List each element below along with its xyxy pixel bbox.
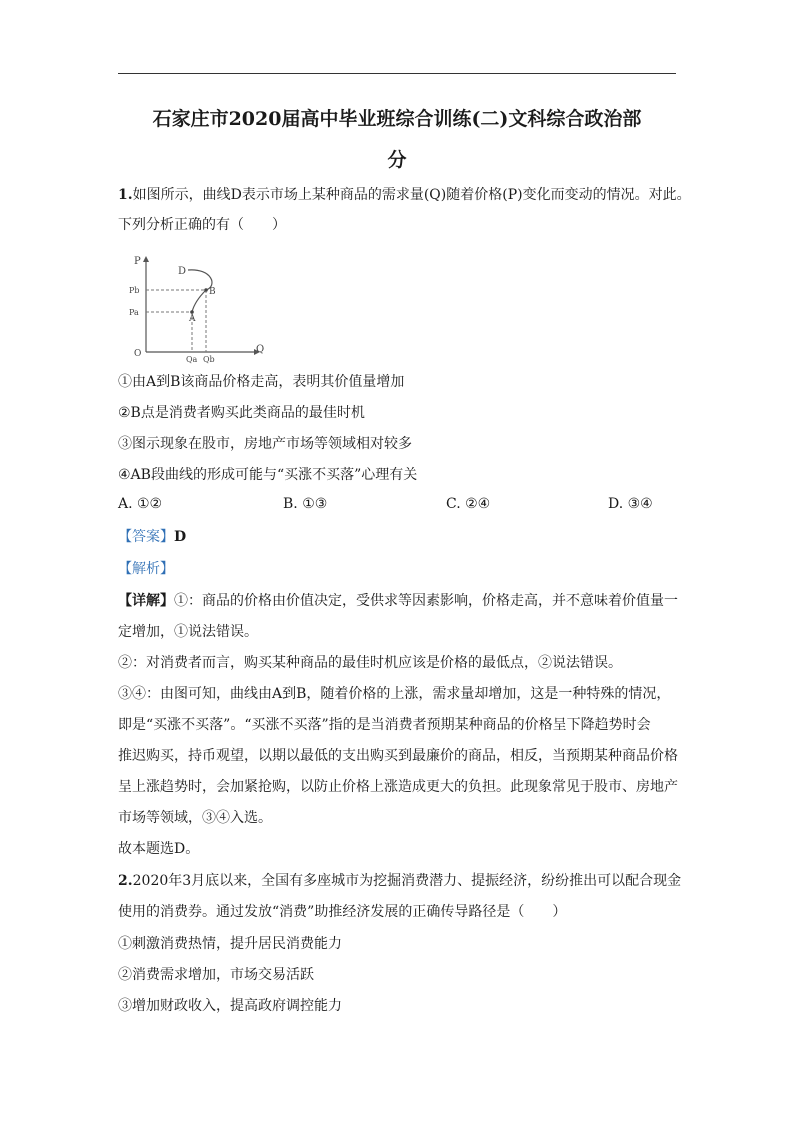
q1-option-d: D. ③④ [608,496,653,512]
detail-tag: 【详解】 [118,593,174,609]
p-axis-arrow-icon [143,256,149,262]
q2-item-1: ①刺激消费热情，提升居民消费能力 [118,936,342,952]
analysis-tag: 【解析】 [118,561,174,577]
q2-item-3: ③增加财政收入，提高政府调控能力 [118,998,342,1014]
document-title-line1: 石家庄市2020届高中毕业班综合训练(二)文科综合政治部 [152,108,642,130]
q1-option-b: B. ①③ [283,496,328,512]
p-axis-label: P [134,256,141,267]
q1-item-3: ③图示现象在股市，房地产市场等领域相对较多 [118,436,412,452]
q1-option-c: C. ②④ [446,496,491,512]
document-title-line2: 分 [387,149,407,171]
q1-item-4: ④AB段曲线的形成可能与“买涨不买落”心理有关 [118,467,418,483]
qb-label: Qb [203,355,215,364]
q1-detail-line8: 市场等领域，③④入选。 [118,810,272,826]
q1-detail-line9: 故本题选D。 [118,841,200,857]
point-b-label: B [209,287,216,297]
point-a-label: A [189,314,196,324]
q1-option-a: A. ①② [118,496,163,512]
q1-item-2: ②B点是消费者购买此类商品的最佳时机 [118,405,365,421]
q2-item-2: ②消费需求增加，市场交易活跃 [118,967,314,983]
q1-detail-line2: 定增加，①说法错误。 [118,624,258,640]
answer-tag: 【答案】 [118,529,174,545]
answer-value: D [174,529,187,545]
header-rule [118,73,676,74]
q1-detail-line5: 即是“买涨不买落”。“买涨不买落”指的是当消费者预期某种商品的价格呈下降趋势时会 [118,717,651,733]
q-axis-label: Q [256,344,265,355]
demand-curve-figure [126,252,266,364]
q1-detail-line7: 呈上涨趋势时，会加紧抢购，以防止价格上涨造成更大的负担。此现象常见于股市、房地产 [118,779,678,795]
q1-answer [118,527,186,547]
q1-detail-line1: 【详解】①：商品的价格由价值决定，受供求等因素影响，价格走高，并不意味着价值量一 [118,593,678,609]
pa-label: Pa [129,308,139,317]
origin-label: O [134,349,142,359]
pb-label: Pb [129,286,140,295]
qa-label: Qa [186,355,198,364]
q1-detail-line3: ②：对消费者而言，购买某种商品的最佳时机应该是价格的最低点，②说法错误。 [118,655,622,671]
q2-stem-line1: 2.2020年3月底以来，全国有多座城市为挖掘消费潜力、提振经济，纷纷推出可以配合现金 [118,873,682,889]
q2-stem-line2: 使用的消费券。通过发放“消费”助推经济发展的正确传导路径是（ ） [118,904,567,920]
q1-stem-line2: 下列分析正确的有（ ） [118,217,286,233]
q1-detail-line4: ③④：由图可知，曲线由A到B，随着价格的上涨，需求量却增加，这是一种特殊的情况， [118,686,671,702]
q1-detail-line6: 推迟购买，持币观望，以期以最低的支出购买到最廉价的商品，相反，当预期某种商品价格 [118,748,678,764]
point-b [204,288,208,292]
q1-item-1: ①由A到B该商品价格走高，表明其价值量增加 [118,374,405,390]
curve-label: D [178,266,187,277]
q1-stem-line1: 1.如图所示，曲线D表示市场上某种商品的需求量(Q)随着价格(P)变化而变动的情况。对此。 [118,187,691,203]
